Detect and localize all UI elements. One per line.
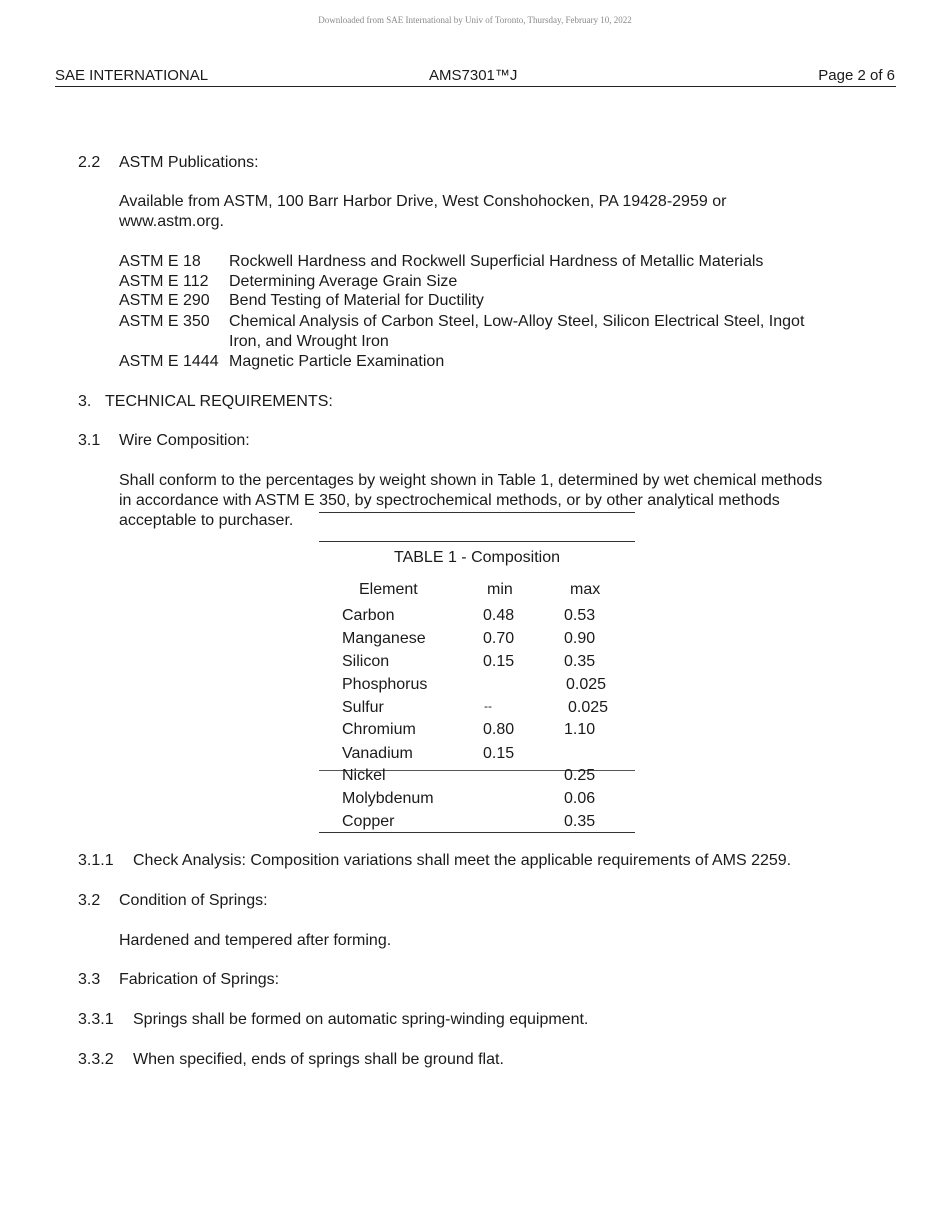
table-cell-element: Copper xyxy=(342,813,395,830)
astm-ref-title: Bend Testing of Material for Ductility xyxy=(229,292,484,309)
astm-availability-line-1: Available from ASTM, 100 Barr Harbor Drive, West Conshohocken, PA 19428-2959 or xyxy=(119,193,727,210)
astm-ref-code: ASTM E 290 xyxy=(119,292,210,309)
table-cell-element: Carbon xyxy=(342,607,395,624)
composition-paragraph-line-2: in accordance with ASTM E 350, by spectrochemical methods, or by other analytical methods xyxy=(119,492,780,509)
table-cell-max: 0.35 xyxy=(564,653,596,670)
astm-ref-code: ASTM E 350 xyxy=(119,313,210,330)
section-3-2-number: 3.2 xyxy=(78,892,101,909)
table-cell-max: 0.25 xyxy=(564,767,596,784)
table-cell-min: 0.15 xyxy=(483,653,515,670)
section-3-2-title: Condition of Springs: xyxy=(119,892,268,909)
section-3-3-title: Fabrication of Springs: xyxy=(119,971,280,988)
astm-ref-title: Rockwell Hardness and Rockwell Superficial Hardness of Metallic Materials xyxy=(229,253,764,270)
header-rule xyxy=(55,86,896,87)
astm-ref-title-continued: Iron, and Wrought Iron xyxy=(229,333,389,350)
table-stray-rule xyxy=(319,512,635,513)
section-3-3-1-number: 3.3.1 xyxy=(78,1011,114,1028)
astm-ref-code: ASTM E 18 xyxy=(119,253,201,270)
table-title: TABLE 1 - Composition xyxy=(394,549,560,566)
header-page-number: Page 2 of 6 xyxy=(818,67,895,84)
table-cell-element: Chromium xyxy=(342,721,416,738)
astm-ref-code: ASTM E 1444 xyxy=(119,353,219,370)
section-3-3-number: 3.3 xyxy=(78,971,101,988)
section-3-2-text: Hardened and tempered after forming. xyxy=(119,932,392,949)
composition-paragraph-line-3: acceptable to purchaser. xyxy=(119,512,294,529)
header-publisher: SAE INTERNATIONAL xyxy=(55,67,209,84)
section-3-1-number: 3.1 xyxy=(78,432,101,449)
astm-ref-title: Chemical Analysis of Carbon Steel, Low-Alloy Steel, Silicon Electrical Steel, Ingot xyxy=(229,313,805,330)
table-cell-element: Phosphorus xyxy=(342,676,428,693)
section-3-3-2-text: When specified, ends of springs shall be ground flat. xyxy=(133,1051,504,1068)
table-bottom-rule xyxy=(319,832,635,833)
table-cell-max: 0.025 xyxy=(566,676,607,693)
section-3-3-2-number: 3.3.2 xyxy=(78,1051,114,1068)
table-cell-min: 0.80 xyxy=(483,721,515,738)
table-cell-min: 0.15 xyxy=(483,745,515,762)
section-3-1-1-number: 3.1.1 xyxy=(78,852,114,869)
download-banner: Downloaded from SAE International by Univ of Toronto, Thursday, February 10, 2022 xyxy=(318,15,632,25)
section-3-number: 3. xyxy=(78,393,92,410)
astm-ref-title: Magnetic Particle Examination xyxy=(229,353,445,370)
table-top-rule xyxy=(319,541,635,542)
table-cell-max: 1.10 xyxy=(564,721,596,738)
table-header-min: min xyxy=(487,581,513,598)
table-header-element: Element xyxy=(359,581,418,598)
astm-ref-title: Determining Average Grain Size xyxy=(229,273,458,290)
table-cell-element: Manganese xyxy=(342,630,426,647)
section-3-1-1-text: Check Analysis: Composition variations shall meet the applicable requirements of AMS 2259. xyxy=(133,852,792,869)
section-2-2-number: 2.2 xyxy=(78,154,101,171)
table-cell-max: 0.53 xyxy=(564,607,596,624)
section-2-2-title: ASTM Publications: xyxy=(119,154,259,171)
section-3-3-1-text: Springs shall be formed on automatic spring-winding equipment. xyxy=(133,1011,589,1028)
table-cell-max: 0.35 xyxy=(564,813,596,830)
section-3-1-title: Wire Composition: xyxy=(119,432,250,449)
header-document-id: AMS7301™J xyxy=(429,67,518,84)
section-3-title: TECHNICAL REQUIREMENTS: xyxy=(105,393,333,410)
table-cell-min: -- xyxy=(484,699,492,713)
table-cell-element: Vanadium xyxy=(342,745,413,762)
table-cell-max: 0.025 xyxy=(568,699,609,716)
table-header-max: max xyxy=(570,581,601,598)
table-cell-max: 0.06 xyxy=(564,790,596,807)
table-cell-element: Molybdenum xyxy=(342,790,434,807)
table-cell-element: Sulfur xyxy=(342,699,384,716)
table-cell-element: Silicon xyxy=(342,653,390,670)
astm-ref-code: ASTM E 112 xyxy=(119,273,209,290)
table-cell-min: 0.70 xyxy=(483,630,515,647)
table-cell-min: 0.48 xyxy=(483,607,515,624)
astm-availability-line-2[interactable]: www.astm.org. xyxy=(119,213,224,230)
composition-paragraph-line-1: Shall conform to the percentages by weight shown in Table 1, determined by wet chemical methods xyxy=(119,472,823,489)
table-cell-max: 0.90 xyxy=(564,630,596,647)
table-cell-element: Nickel xyxy=(342,767,386,784)
